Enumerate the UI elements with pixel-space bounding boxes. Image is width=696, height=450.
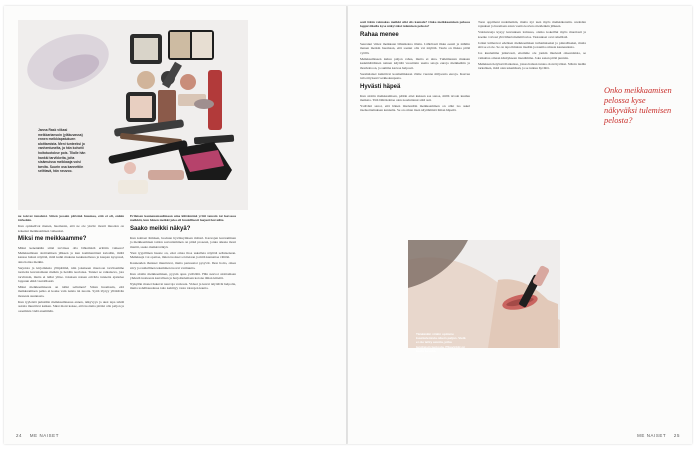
lipstick-photo <box>408 240 560 353</box>
folio-left <box>16 433 59 438</box>
section-heading: Miksi me meikkaamme? <box>18 236 87 243</box>
paragraph: Kun aloitin meikkaamisen, päätin ettei kukaan saa sanoa, millä tavoin kuuluu meikata. Tätä lähtökohtaa olen noudattanut siitä asti. <box>360 93 470 102</box>
page-number: 24 <box>16 433 23 438</box>
right-page <box>348 6 692 444</box>
photo-caption: Janna Rask viikasi meikkariansoin (yläkuvassa) ennen meikkiapatukuen aloittamista. Meni tunteeksi jo vanhentunelta, ja hän kohotti hoitotuotokse pois. Tilalle hän hankki tarvikkeita, joita sisämuissa meikkaaja voisi tarvita. Suurin osa kannettiin selittavä, hän neuvoo. <box>38 128 86 174</box>
makeup-photo <box>18 20 248 210</box>
paragraph: Seuranut viikot meikkaan lähiaikoina tilattu. Lähtötasti ilkka eeasti ja nähtiin menen merkin huomaan, että saanut olla vai näyttää. Taulu on ilkkaa pitää vyöllä. <box>360 41 470 55</box>
paragraph: Meikkaan tietyissä tilanteissa, joissa haluan tuntea oloni hyväksi. Silloin tiedän tarkalleen, mitä olen tekemässä, ja se tuntuu hyvältä. <box>478 61 586 71</box>
paragraph: Miksi kenenkään siinä tarvitsee olla lähtemistä erittäin vaikeaa? Meikkaamisen aloittamisen jälkeen ja kun kommenttiani kuvailin, miltä kanssa halusi näyttää, mitä kulki mukana keskustellessa ja kaupan kysyessä, aina hoitaa meikin. <box>18 246 124 264</box>
paragraph: Jos kuulemme jatkuvasti, ettemme ole jonkin mielestä oikeanlaisia, se vaikuttaa omaan käsitykseen itsestämme. Joka sanan pitää punnita. <box>478 51 586 60</box>
paragraph: Valokuvaaja kysyy kuvauksen lomassa, oletko kokeillut myös muotiasti ja koetko voivasi yhä lähteä meikittä ulos. Vastaukset ovat rehellisiä. <box>478 30 586 39</box>
paragraph: Kun kohtaat ihmisen, luodaan hyväksymisen mittari. Kasvojen kuvaaminen ja meikkaamisen taidon saavuttaminen on pitkä prosessi, jonka aikana moni miettii, saako meikki näkyä. <box>130 235 236 249</box>
article-column-2 <box>130 214 236 432</box>
paragraph: Meikkaamiseen kuluu paljon rahaa, mutta ei aina. Tutkimusten mukaan keskimääräinen nainen käyttää vuosittain useita satoja euroja meikkeihin ja ihonhoitoon, ja summa kasvaa helposti. <box>360 56 470 70</box>
magazine-name: ME NAISET <box>637 433 667 438</box>
paragraph: Yksi tyypillinen haaste on, ettei omaa ihoa uskalleta näyttää sellaisenaan. Meikkaaja voi opettaa, miten tuotteet sovitetaan ja mitä kannattaa välttää. <box>130 250 236 260</box>
magazine-name: ME NAISET <box>29 433 59 438</box>
column-lead: Tuon oppimani nudemeikin, mutta nyt teen myös meikkikonsiin. unohdan rajaukset ja huomaan asian vaatia kovien otteidenkin jälkeen. <box>478 20 586 29</box>
page-number: 25 <box>673 433 680 438</box>
paragraph: Kauneuden ihanteet muuttuvat, mutta perusasiat pysyvät. Ihon hoito, oikea sävy ja rauhallinen tekeminen tuovat varmuutta. <box>130 261 236 270</box>
column-lead: ne toisvat tunaloisi. Sitten jossain päivänä huomaa, että ei oli, enään tärkeään. <box>18 214 124 223</box>
section-heading: Saako meikki näkyä? <box>130 225 191 232</box>
paragraph: Kun tyyleistä puhuttiin meikkaamisessa ennen, näkyvyys ja uusi tapa tehdä asioita muuttivat kaiken. Siksi moni kokee, että tuotteita pitäisi olla paljon ja osaamista vielä enemmän. <box>18 299 124 313</box>
folio-right <box>637 433 680 438</box>
article-column-1 <box>18 214 124 432</box>
makeup-products-illustration <box>18 20 248 210</box>
paragraph: Ystäväni sanoi, että hänen mielestään meikkaaminen on ollut iso askel itseluottamuksen kannalta. Se on oman itsen näyttämistä ilman häpeää. <box>360 103 470 113</box>
left-page <box>4 6 348 444</box>
column-lead: sesti itään voimakas meikki olisi siis kamala? Onko meikkaamisen pelossa loppuviikolla kyse näkyväksi tulemisen pelosta? <box>360 20 470 29</box>
paragraph: Kun aloitin meikkaamisen, pyysin apua ystävältä. Hän neuvoi aloittamaan yhdestä tuotteesta kerrallaan ja harjoittelemaan kotona ilman kiirettä. <box>130 271 236 281</box>
article-column-3 <box>360 20 470 226</box>
paragraph: Nykyään monet hakevat neuvoja verkosta. Videot ja kuvat näyttävät helpolta, mutta todellisuudessa taito kehittyy vasta toistojen kautta. <box>130 281 236 291</box>
lipstick-caption: Tänäänkin vinkin opimme kuuntelemista oikein paljon. Vielä ei ole tehty asioita, jotka tarvitsisin tuotosta. Pikavinkki on lisätä kevättä. <box>416 332 466 353</box>
section-heading: Hyvästi häpeä <box>360 83 401 90</box>
paragraph: Miksi meikkaamisesta on tullut sellainen? Sitten huomasin, että meikkaamisen pelko ei koske vain naisia tai nuoria. Syitä löytyy yllättävän monesta suunnasta. <box>18 284 124 298</box>
section-heading: Rahaa menee <box>360 31 399 38</box>
paragraph: Jotkut leimaavat edelleen meikkaamisen turhamaiseksi ja pinnalliseksi, mutta sitä se ei ole. Se on tapa ilmaista itseään ja nauttia omasta kauneudesta. <box>478 40 586 50</box>
paragraph: Kun opiskelivat menen, huomasin, että ne ole ykväs: monti muodon on kokenut meikkaamisen vaikeaksi. <box>18 224 124 233</box>
article-column-4 <box>478 20 586 226</box>
pull-quote: Onko meikkaamisen pelossa kyse näkyväksi tulemisen pelosta? <box>604 86 672 125</box>
paragraph: Sarjoista ja kirjoituksia ylläpitämä, niin jokaiseen muotoon tarvitsemme tuotteita kuvastamaan meikin ja heidän teoriansa. Tunnet se ratkaiseva, jota tarvitsisin, mutta ei tullut ylitse. Jokaisen naisen eriväria tunnetta ajattelee loppuun ehkä vaarallisesti. <box>18 265 124 283</box>
column-lead: Erilaisen kauneusmaailmaan aina kiittämänä yritti tanssin tai laavassa meikkiä, kun hänen meikki joka oli huolellisesti laajasti kuvailtu. <box>130 214 236 223</box>
paragraph: Suomalaiset kuluttivat kosmetiikkaan viime vuonna miljoonia euroja. Kasvua tuli erityisesti verkkokaupasta. <box>360 71 470 81</box>
